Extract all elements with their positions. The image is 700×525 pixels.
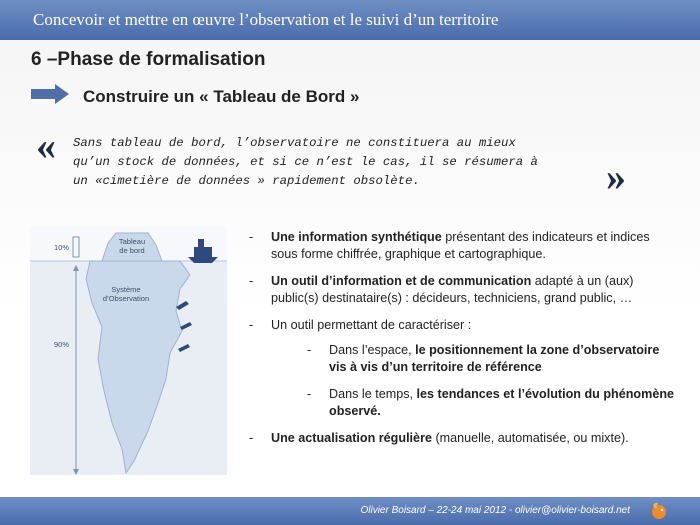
header-bar (0, 0, 700, 40)
quote-block (73, 134, 613, 191)
right-arrow-icon (31, 84, 69, 104)
body-label: Système (111, 285, 141, 294)
quote-close-mark: » (606, 154, 626, 199)
bullet-text: Un outil permettant de caractériser : (271, 318, 472, 332)
bullet-dash: - (249, 230, 254, 244)
pct-label-bottom: 90% (54, 340, 70, 349)
quote-line: un «cimetière de données » rapidement obsolète. (73, 174, 420, 188)
footer-bar (0, 497, 700, 525)
list-item (249, 229, 679, 263)
quote-line: qu’un stock de données, et si ce n’est le cas, il se résumera à (73, 155, 538, 169)
slide-header-title: Concevoir et mettre en œuvre l’observation et le suivi d’un territoire (33, 10, 499, 29)
list-item (249, 273, 679, 307)
quote-open-mark: « (36, 123, 56, 168)
bullet-text: Dans le temps, (329, 387, 417, 401)
bullet-bold-text: les tendances et l’évolution du phénomène observé. (329, 387, 675, 418)
bullet-bold-text: Un outil d’information et de communication (271, 274, 532, 288)
bullet-list (249, 229, 679, 457)
bullet-dash: - (307, 387, 312, 401)
iceberg-figure (30, 227, 227, 475)
sub-list-item (271, 342, 679, 376)
sub-list-item (271, 386, 679, 420)
list-item (249, 430, 679, 447)
squirrel-logo-icon (648, 500, 670, 522)
bullet-text: Dans l’espace, (329, 343, 416, 357)
bullet-text: adapté à un (aux) public(s) destinataire(s) : décideurs, techniciens, grand public, … (271, 274, 634, 305)
phase-title: 6 –Phase de formalisation (31, 49, 266, 70)
bullet-bold-text: Une actualisation régulière (271, 431, 432, 445)
bullet-dash: - (249, 431, 254, 445)
bullet-text: présentant des indicateurs et indices sous forme chiffrée, graphique et cartographique. (271, 230, 650, 261)
footer-credit: Olivier Boisard – 22-24 mai 2012 - olivier@olivier-boisard.net (360, 505, 630, 516)
body-label: d’Observation (102, 294, 150, 303)
tip-label: de bord (119, 246, 145, 255)
pct-label-top: 10% (54, 243, 70, 252)
bullet-dash: - (307, 343, 312, 357)
bullet-text: (manuelle, automatisée, ou mixte). (431, 431, 629, 445)
tip-label: Tableau (118, 237, 146, 246)
bullet-dash: - (249, 318, 254, 332)
list-item (249, 317, 679, 420)
bullet-bold-text: Une information synthétique (271, 230, 442, 244)
bullet-dash: - (249, 274, 254, 288)
bullet-bold-text: le positionnement la zone d’observatoire vis à vis d’un territoire de référence (329, 343, 660, 374)
quote-line: Sans tableau de bord, l’observatoire ne constituera au mieux (73, 136, 516, 150)
subtitle: Construire un « Tableau de Bord » (83, 87, 360, 106)
